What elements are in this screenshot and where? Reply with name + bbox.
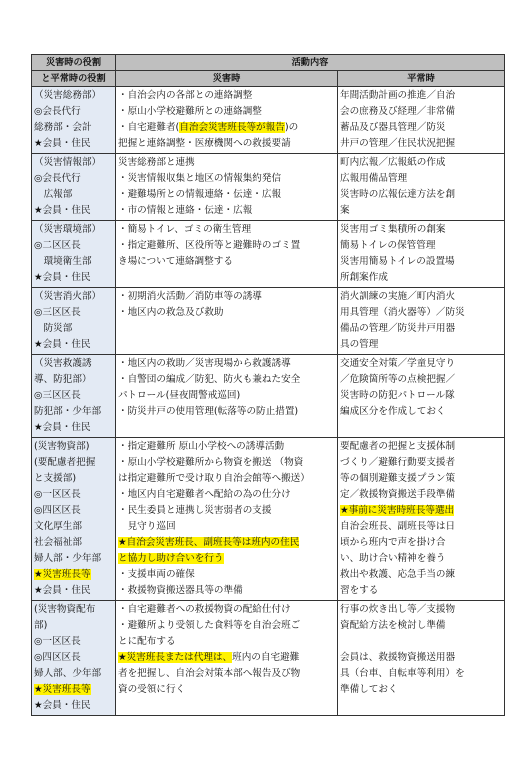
activity-text: ・避難場所との情報連絡・伝達・広報 <box>118 189 282 200</box>
highlighted-text: 自治会災害班長等が報告 <box>179 122 285 133</box>
role-line: (災害物資部) <box>34 441 90 452</box>
normal-line: 消火訓練の実施／町内消火 <box>340 291 456 302</box>
normal-line: 準備しておく <box>340 684 398 695</box>
normal-line: 習をする <box>340 585 379 596</box>
activity-text: ・地区内の救助／災害現場から救護誘導 <box>118 358 291 369</box>
role-line: ◎四区区長 <box>34 505 81 516</box>
normal-line: 会員は、救援物資搬送用器 <box>340 652 456 663</box>
role-column-header: 災害時の役割 <box>32 55 116 71</box>
activity-line <box>118 120 335 136</box>
normal-activity-cell <box>338 221 505 288</box>
activity-line <box>118 238 335 254</box>
table-row <box>32 355 505 438</box>
role-line: ◎一区区長 <box>34 636 81 647</box>
normal-line: ／危険箇所等の点検把握／ <box>340 374 456 385</box>
normal-line: 蓄品及び器具管理／防災 <box>340 122 446 133</box>
activity-text: ・地区内の救急及び救助 <box>118 307 224 318</box>
role-line: ★会員・住民 <box>34 339 91 350</box>
activity-text: ・市の情報と連絡・伝達・広報 <box>118 205 253 216</box>
role-line: 婦人部・少年部 <box>34 553 102 564</box>
activity-line <box>118 583 335 599</box>
disaster-activity-cell <box>116 221 338 288</box>
normal-line: 所創案作成 <box>340 272 388 283</box>
normal-line: 自治会班長、副班長等は日 <box>340 521 456 532</box>
normal-line: 資配給方法を検討し準備 <box>340 620 446 631</box>
normal-line: 定／救援物資搬送手段準備 <box>340 489 456 500</box>
disaster-activity-cell <box>116 288 338 355</box>
normal-line: づくり／避難行動要支援者 <box>340 457 456 468</box>
normal-line: 広報用備品管理 <box>340 173 408 184</box>
highlighted-text: ★自治会災害班長、副班長等は班内の住民 <box>118 537 300 548</box>
normal-line: 備品の管理／防災井戸用器 <box>340 323 456 334</box>
activity-line <box>118 682 335 698</box>
activity-line <box>118 487 335 503</box>
table-body <box>32 87 505 716</box>
normal-line: 災害時の防犯パトロール隊 <box>340 390 455 401</box>
normal-activity-cell <box>338 154 505 221</box>
normal-line: 案 <box>340 205 350 216</box>
disaster-column-header: 災害時 <box>116 71 338 87</box>
activity-text: 災害総務部と連携 <box>118 157 195 168</box>
role-line: 防災部 <box>34 323 73 334</box>
activity-text: 班内の自宅避難 <box>232 652 300 663</box>
role-line: 導、防犯部） <box>34 374 92 385</box>
role-line: （災害環境部） <box>34 224 102 235</box>
activity-line <box>118 88 335 104</box>
normal-activity-cell <box>338 601 505 716</box>
activity-line <box>118 567 335 583</box>
activity-line <box>118 305 335 321</box>
normal-line: 交通安全対策／学童見守り <box>340 358 456 369</box>
role-line: ◎会長代行 <box>34 106 81 117</box>
activity-line <box>118 471 335 487</box>
normal-line: い、助け合い精神を養う <box>340 553 446 564</box>
header-row-1 <box>32 55 505 71</box>
highlighted-text: と協力し助け合いを行う <box>118 553 224 564</box>
role-line: ★会員・住民 <box>34 138 91 149</box>
role-line: と支援部) <box>34 473 77 484</box>
role-column-subheader: と平常時の役割 <box>32 71 116 87</box>
role-cell <box>32 288 116 355</box>
activity-text: ・自宅避難者への救援物資の配給仕付け <box>118 604 291 615</box>
normal-line: 具の管理 <box>340 339 379 350</box>
activity-line <box>118 455 335 471</box>
role-line: ★災害班長等 <box>34 684 91 695</box>
activity-text: ・自治会内の各部との連絡調整 <box>118 90 253 101</box>
table-row <box>32 221 505 288</box>
disaster-activity-cell <box>116 355 338 438</box>
role-line: ◎二区区長 <box>34 240 81 251</box>
normal-activity-cell <box>338 438 505 601</box>
normal-line: 災害用ゴミ集積所の創案 <box>340 224 446 235</box>
role-line: （災害消火部） <box>34 291 102 302</box>
activity-line <box>118 535 335 551</box>
activity-text: ・民生委員と連携し災害弱者の支援 <box>118 505 272 516</box>
role-line: (災害物資配布 <box>34 604 96 615</box>
activity-line <box>118 439 335 455</box>
header-row-2 <box>32 71 505 87</box>
activity-line <box>118 519 335 535</box>
normal-line: 編成区分を作成しておく <box>340 406 446 417</box>
activity-line <box>118 254 335 270</box>
role-line: ★会員・住民 <box>34 205 91 216</box>
normal-line: 会の庶務及び経理／非常備 <box>340 106 456 117</box>
activity-text: ・救援物資搬送器具等の準備 <box>118 585 243 596</box>
role-line: ★災害班長等 <box>34 569 91 580</box>
activity-text: ・災害情報収集と地区の情報集約発信 <box>118 173 282 184</box>
activity-line <box>118 171 335 187</box>
activity-line <box>118 650 335 666</box>
normal-line: 用具管理（消火器等）／防災 <box>340 307 465 318</box>
role-line: ★会員・住民 <box>34 585 91 596</box>
activity-text: )の <box>284 122 299 133</box>
activity-line <box>118 618 335 634</box>
normal-activity-cell <box>338 87 505 154</box>
role-line: ◎一区区長 <box>34 489 81 500</box>
activity-text: ・支援車両の確保 <box>118 569 195 580</box>
role-line: ◎三区区長 <box>34 307 81 318</box>
normal-line: 救出や救護、応急手当の練 <box>340 569 456 580</box>
normal-line: 頃から班内で声を掛け合 <box>340 537 446 548</box>
role-cell <box>32 355 116 438</box>
activity-line <box>118 551 335 567</box>
activity-line <box>118 187 335 203</box>
activity-line <box>118 372 335 388</box>
disaster-activity-cell <box>116 438 338 601</box>
normal-line <box>340 503 502 519</box>
role-line: （災害情報部） <box>34 157 102 168</box>
activity-text: ・指定避難所、区役所等と避難時のゴミ置 <box>118 240 301 251</box>
role-cell <box>32 221 116 288</box>
activity-text: ・地区内自宅避難者へ配給の為の仕分け <box>118 489 291 500</box>
disaster-activity-cell <box>116 87 338 154</box>
activity-line <box>118 222 335 238</box>
highlighted-text: ★事前に災害時班長等選出 <box>340 505 455 516</box>
activity-text: ・避難所より受領した食料等を自治会班ご <box>118 620 301 631</box>
role-line: 環境衛生部 <box>34 256 92 267</box>
activity-text: 資の受領に行く <box>118 684 186 695</box>
activity-line <box>118 289 335 305</box>
activity-text: ・初期消火活動／消防車等の誘導 <box>118 291 262 302</box>
role-line: ★会員・住民 <box>34 272 91 283</box>
activity-text: ・自宅避難者( <box>118 122 180 133</box>
normal-line: 井戸の管理／住民状況把握 <box>340 138 456 149</box>
disaster-role-table <box>31 54 505 716</box>
activity-text: ・簡易トイレ、ゴミの衛生管理 <box>118 224 252 235</box>
activity-line <box>118 602 335 618</box>
normal-line: 年間活動計画の推進／自治 <box>340 90 456 101</box>
normal-activity-cell <box>338 288 505 355</box>
highlighted-text: ★災害班長または代理は、 <box>118 652 233 663</box>
role-line: 社会福祉部 <box>34 537 82 548</box>
table-row <box>32 288 505 355</box>
table-row <box>32 601 505 716</box>
role-line: 部) <box>34 620 48 631</box>
role-line: (要配慮者把握 <box>34 457 96 468</box>
role-cell <box>32 154 116 221</box>
activity-text: 把握と連絡調整・医療機関への救援要請 <box>118 138 291 149</box>
activity-header: 活動内容 <box>116 55 505 71</box>
activity-line <box>118 404 335 420</box>
disaster-activity-cell <box>116 154 338 221</box>
activity-line <box>118 155 335 171</box>
normal-line: 簡易トイレの保管管理 <box>340 240 436 251</box>
role-line: ★会員・住民 <box>34 422 91 433</box>
normal-line: 等の個別避難支援プラン策 <box>340 473 456 484</box>
activity-line <box>118 634 335 650</box>
activity-line <box>118 203 335 219</box>
table-row <box>32 438 505 601</box>
role-line: （災害総務部） <box>34 90 102 101</box>
activity-text: は指定避難所で受け取り自治会館等へ搬送） <box>118 473 310 484</box>
activity-line <box>118 666 335 682</box>
normal-line <box>340 634 502 650</box>
activity-text: ・原山小学校避難所との連絡調整 <box>118 106 262 117</box>
role-line: ◎三区区長 <box>34 390 81 401</box>
normal-line: 町内広報／広報紙の作成 <box>340 157 446 168</box>
activity-text: ・防災井戸の使用管理(転落等の防止措置) <box>118 406 299 417</box>
role-line: ★会員・住民 <box>34 700 91 711</box>
activity-text: 見守り巡回 <box>118 521 176 532</box>
normal-line: 要配慮者の把握と支援体制 <box>340 441 456 452</box>
activity-text: ・指定避難所 原山小学校への誘導活動 <box>118 441 285 452</box>
normal-line: 災害時の広報伝達方法を創 <box>340 189 456 200</box>
role-line: 文化厚生部 <box>34 521 82 532</box>
role-cell <box>32 87 116 154</box>
activity-line <box>118 136 335 152</box>
activity-text: 者を把握し、自治会対策本部へ報告及び物 <box>118 668 301 679</box>
activity-text: パトロール(昼夜間警戒巡回) <box>118 390 241 401</box>
activity-text: とに配布する <box>118 636 176 647</box>
role-cell <box>32 438 116 601</box>
role-cell <box>32 601 116 716</box>
activity-text: ・自警団の編成／防犯、防火も兼ねた安全 <box>118 374 301 385</box>
role-line: 広報部 <box>34 189 73 200</box>
activity-line <box>118 503 335 519</box>
activity-line <box>118 104 335 120</box>
normal-column-header: 平常時 <box>338 71 505 87</box>
role-line: （災害救護誘 <box>34 358 92 369</box>
table-row <box>32 154 505 221</box>
activity-text: き場について連絡調整する <box>118 256 233 267</box>
role-line: 婦人部、少年部 <box>34 668 102 679</box>
role-line: 防犯部・少年部 <box>34 406 102 417</box>
table-row <box>32 87 505 154</box>
activity-text: ・原山小学校避難所から物資を搬送 （物資 <box>118 457 304 468</box>
activity-line <box>118 388 335 404</box>
normal-line: 具（台車、自転車等利用）を <box>340 668 465 679</box>
normal-activity-cell <box>338 355 505 438</box>
normal-line: 災害用簡易トイレの設置場 <box>340 256 455 267</box>
role-line: ◎会長代行 <box>34 173 81 184</box>
role-line: ◎四区区長 <box>34 652 81 663</box>
role-line: 総務部・会計 <box>34 122 92 133</box>
normal-line: 行事の炊き出し等／支援物 <box>340 604 456 615</box>
activity-line <box>118 356 335 372</box>
disaster-activity-cell <box>116 601 338 716</box>
